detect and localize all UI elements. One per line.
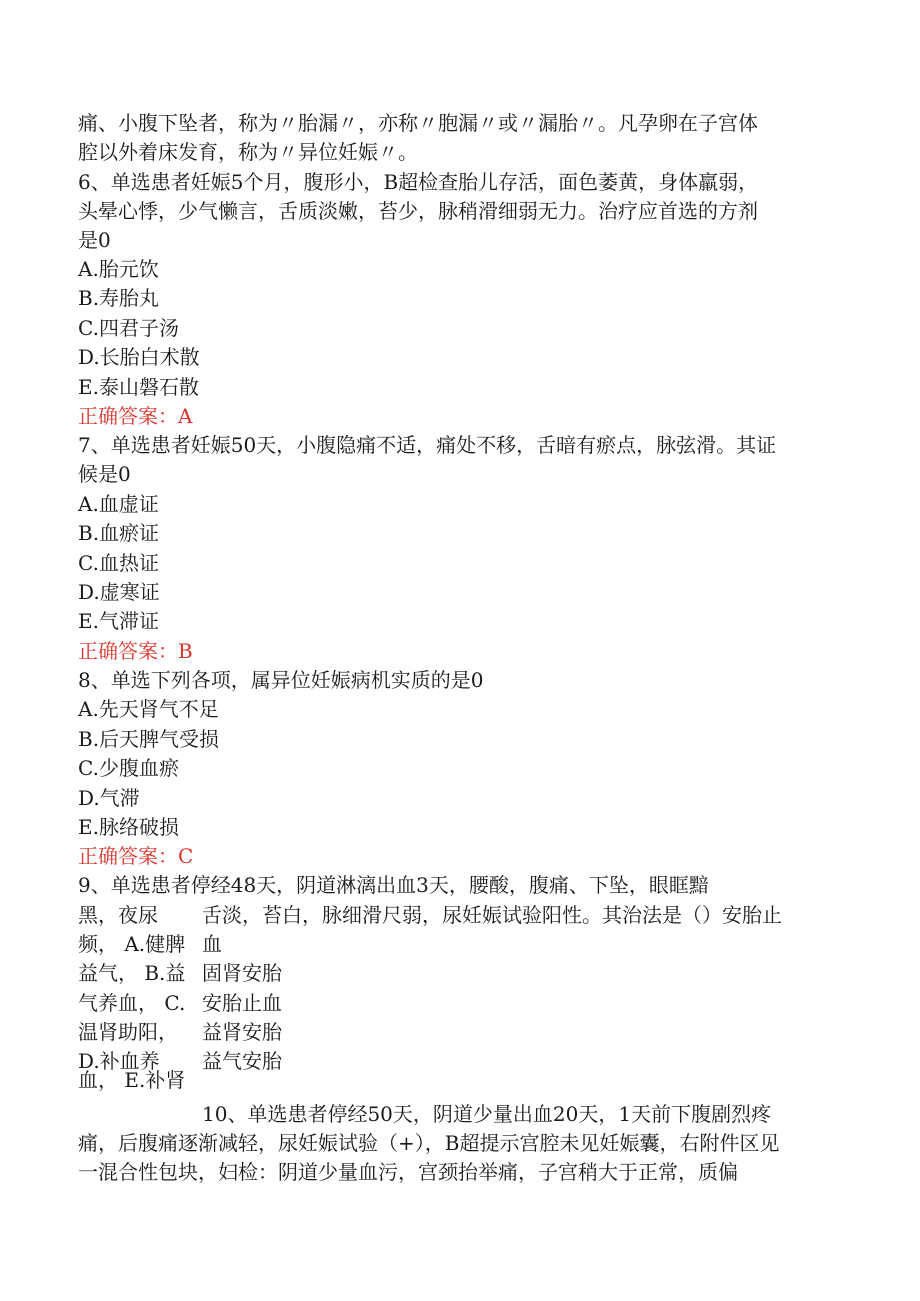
q9-stem-line-1: 9、单选患者停经48天，阴道淋漓出血3天，腰酸，腹痛、下坠，眼眶黯 bbox=[78, 873, 709, 897]
q7-answer: 正确答案：B bbox=[78, 639, 193, 663]
q6-option-e: E.泰山磐石散 bbox=[78, 375, 199, 399]
intro-line-1: 痛、小腹下坠者，称为〃胎漏〃，亦称〃胞漏〃或〃漏胎〃。凡孕卵在子宫体 bbox=[78, 111, 758, 135]
q10-stem-line-3: 一混合性包块，妇检：阴道少量血污，宫颈抬举痛，子宫稍大于正常，质偏 bbox=[78, 1160, 738, 1184]
q8-option-a: A.先天肾气不足 bbox=[78, 697, 219, 721]
q6-option-d: D.长胎白术散 bbox=[78, 345, 200, 369]
q9-left-fragment-2: 频， A.健脾 bbox=[78, 932, 186, 956]
q8-option-b: B.后天脾气受损 bbox=[78, 727, 220, 751]
q9-left-fragment-4: 气养血， C. bbox=[78, 991, 186, 1015]
q10-stem-line-1: 10、单选患者停经50天，阴道少量出血20天，1天前下腹剧烈疼 bbox=[202, 1102, 772, 1126]
q9-left-fragment-7: 血， E.补肾 bbox=[78, 1068, 186, 1092]
q8-stem-line-1: 8、单选下列各项，属异位妊娠病机实质的是0 bbox=[78, 668, 484, 692]
q9-mid-fragment-1: 舌淡，苔白，脉细滑尺弱，尿妊娠试验阳性。其治法是（）安胎止 bbox=[202, 903, 782, 927]
q6-stem-line-1: 6、单选患者妊娠5个月，腹形小，B超检查胎儿存活，面色萎黄，身体羸弱， bbox=[78, 170, 759, 194]
q6-answer: 正确答案：A bbox=[78, 404, 193, 428]
q8-option-d: D.气滞 bbox=[78, 786, 140, 810]
q9-left-fragment-6: D.补血养 bbox=[78, 1049, 160, 1073]
q8-answer: 正确答案：C bbox=[78, 844, 194, 868]
q7-option-c: C.血热证 bbox=[78, 551, 159, 575]
q9-left-fragment-5: 温肾助阳， bbox=[78, 1020, 178, 1044]
q9-mid-fragment-2: 血 bbox=[202, 932, 222, 956]
q9-mid-fragment-6: 益气安胎 bbox=[202, 1049, 282, 1073]
q8-option-c: C.少腹血瘀 bbox=[78, 756, 179, 780]
q7-stem-line-2: 候是0 bbox=[78, 462, 131, 486]
q10-stem-line-2: 痛，后腹痛逐渐减轻，尿妊娠试验（+），B超提示宫腔未见妊娠囊，右附件区见 bbox=[78, 1131, 780, 1155]
q7-option-e: E.气滞证 bbox=[78, 609, 159, 633]
q9-mid-fragment-3: 固肾安胎 bbox=[202, 961, 282, 985]
q7-option-b: B.血瘀证 bbox=[78, 521, 160, 545]
q6-option-b: B.寿胎丸 bbox=[78, 286, 160, 310]
q6-stem-line-2: 头晕心悸，少气懒言，舌质淡嫩，苔少，脉稍滑细弱无力。治疗应首选的方剂 bbox=[78, 199, 758, 223]
q9-mid-fragment-4: 安胎止血 bbox=[202, 991, 282, 1015]
q9-mid-fragment-5: 益肾安胎 bbox=[202, 1020, 282, 1044]
q6-option-a: A.胎元饮 bbox=[78, 257, 159, 281]
q6-stem-line-3: 是0 bbox=[78, 228, 111, 252]
q7-option-d: D.虚寒证 bbox=[78, 580, 160, 604]
q7-stem-line-1: 7、单选患者妊娠50天，小腹隐痛不适，痛处不移，舌暗有瘀点，脉弦滑。其证 bbox=[78, 433, 777, 457]
q9-left-fragment-1: 黑，夜尿 bbox=[78, 903, 158, 927]
intro-line-2: 腔以外着床发育，称为〃异位妊娠〃。 bbox=[78, 140, 418, 164]
q8-option-e: E.脉络破损 bbox=[78, 815, 179, 839]
q7-option-a: A.血虚证 bbox=[78, 492, 159, 516]
q6-option-c: C.四君子汤 bbox=[78, 316, 179, 340]
q9-left-fragment-3: 益气， B.益 bbox=[78, 961, 186, 985]
